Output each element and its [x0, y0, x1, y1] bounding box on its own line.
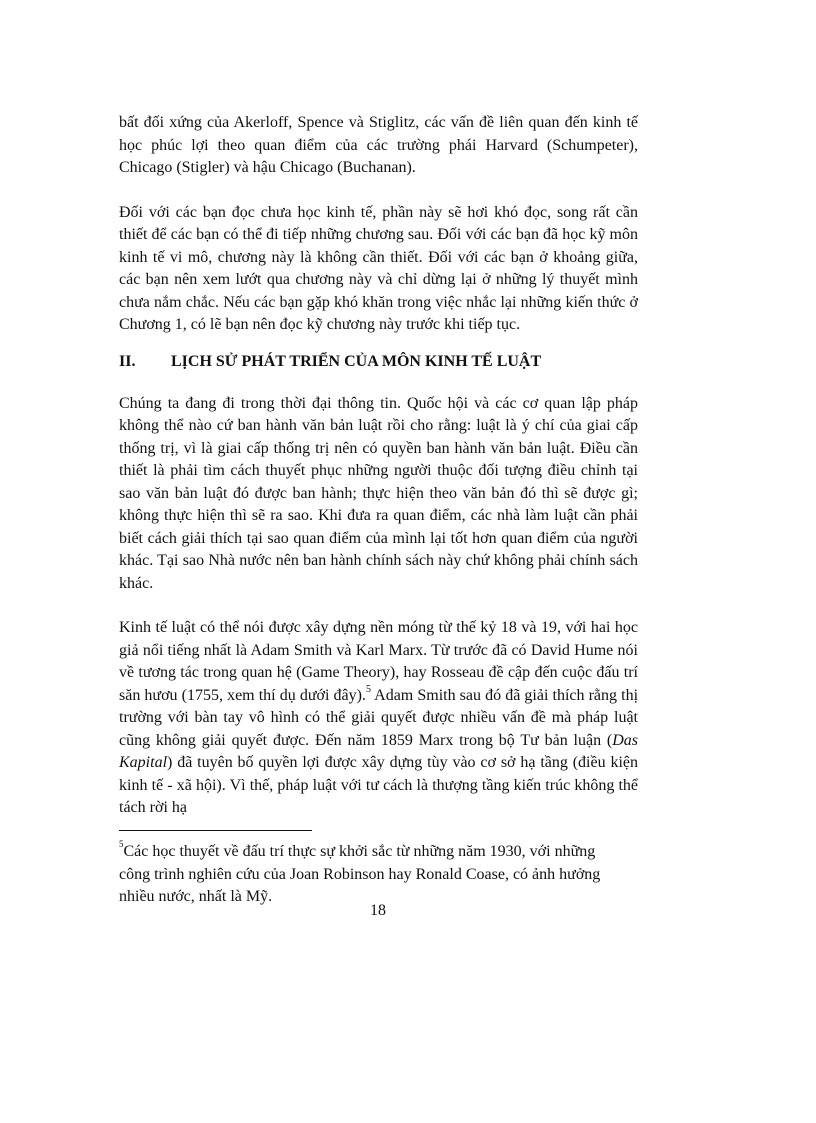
- page-number: 18: [370, 902, 386, 919]
- paragraph-intro-continuation: bất đối xứng của Akerloff, Spence và Stiglitz, các vấn đề liên quan đến kinh tế học phúc lợi theo quan điểm của các trường phái Harvard (Schumpeter), Chicago (Stigler) và hậu Chicago (Buchanan).: [119, 114, 638, 176]
- section-title: LỊCH SỬ PHÁT TRIỂN CỦA MÔN KINH TẾ LUẬT: [171, 352, 542, 370]
- history-text-c: ) đã tuyên bố quyền lợi được xây dựng tùy vào cơ sở hạ tầng (điều kiện kinh tế - xã hội). Vì thế, pháp luật với tư cách là thượng tầng kiến trúc không thể tách rời hạ: [119, 754, 638, 816]
- footnote: [119, 838, 619, 909]
- footnote-text: Các học thuyết về đấu trí thực sự khởi sắc từ những năm 1930, với những công trình nghiên cứu của Joan Robinson hay Ronald Coase, có ảnh hưởng nhiều nước, nhất là Mỹ.: [119, 843, 601, 905]
- section-number: II.: [119, 352, 136, 370]
- paragraph-reader-guidance: Đối với các bạn đọc chưa học kinh tế, phần này sẽ hơi khó đọc, song rất cần thiết để các bạn có thể đi tiếp những chương sau. Đối với các bạn đã học kỹ môn kinh tế vi mô, chương này là không cần thiết. Đối với các bạn ở khoảng giữa, các bạn nên xem lướt qua chương này và chỉ dừng lại ở những lý thuyết mình chưa nắm chắc. Nếu các bạn gặp khó khăn trong việc nhắc lại những kiến thức ở Chương 1, có lẽ bạn nên đọc kỹ chương này trước khi tiếp tục.: [119, 203, 638, 333]
- paragraph-information-age: Chúng ta đang đi trong thời đại thông tin. Quốc hội và các cơ quan lập pháp không thể nào cứ ban hành văn bản luật rồi cho rằng: luật là ý chí của giai cấp thống trị, vì là giai cấp thống trị nên có quyền ban hành văn bản luật. Điều cần thiết là phải tìm cách thuyết phục những người thuộc đối tượng điều chỉnh tại sao văn bản luật đó được ban hành; thực hiện theo văn bản đó thì sẽ được gì; không thực hiện thì sẽ ra sao. Khi đưa ra quan điểm, các nhà làm luật cần phải biết cách giải thích tại sao quan điểm của mình lại tốt hơn quan điểm của người khác. Tại sao Nhà nước nên ban hành chính sách này chứ không phải chính sách khác.: [119, 394, 638, 592]
- page-body: [119, 112, 638, 820]
- paragraph-history: [119, 617, 638, 820]
- history-text-a: Kinh tế luật có thể nói được xây dựng nền móng từ thế kỷ 18 và 19, với hai học giả nổi tiếng nhất là Adam Smith và Karl Marx. Từ trước đã có David Hume nói về tương tác trong quan hệ (Game Theory), hay Rosseau đề cập đến cuộc đấu trí săn hươu (1755, xem thí dụ dưới đây).: [119, 619, 638, 704]
- section-heading: [119, 351, 638, 373]
- history-text-b: Adam Smith sau đó đã giải thích rằng thị trường với bàn tay vô hình có thể giải quyết được nhiều vấn đề mà pháp luật cũng không giải quyết được. Đến năm 1859 Marx trong bộ Tư bản luận (: [119, 686, 639, 749]
- footnote-marker: 5: [119, 838, 124, 849]
- footnote-divider: [119, 830, 312, 831]
- footnote-reference: 5: [365, 684, 371, 696]
- book-title-italic: Das Kapital: [119, 731, 638, 771]
